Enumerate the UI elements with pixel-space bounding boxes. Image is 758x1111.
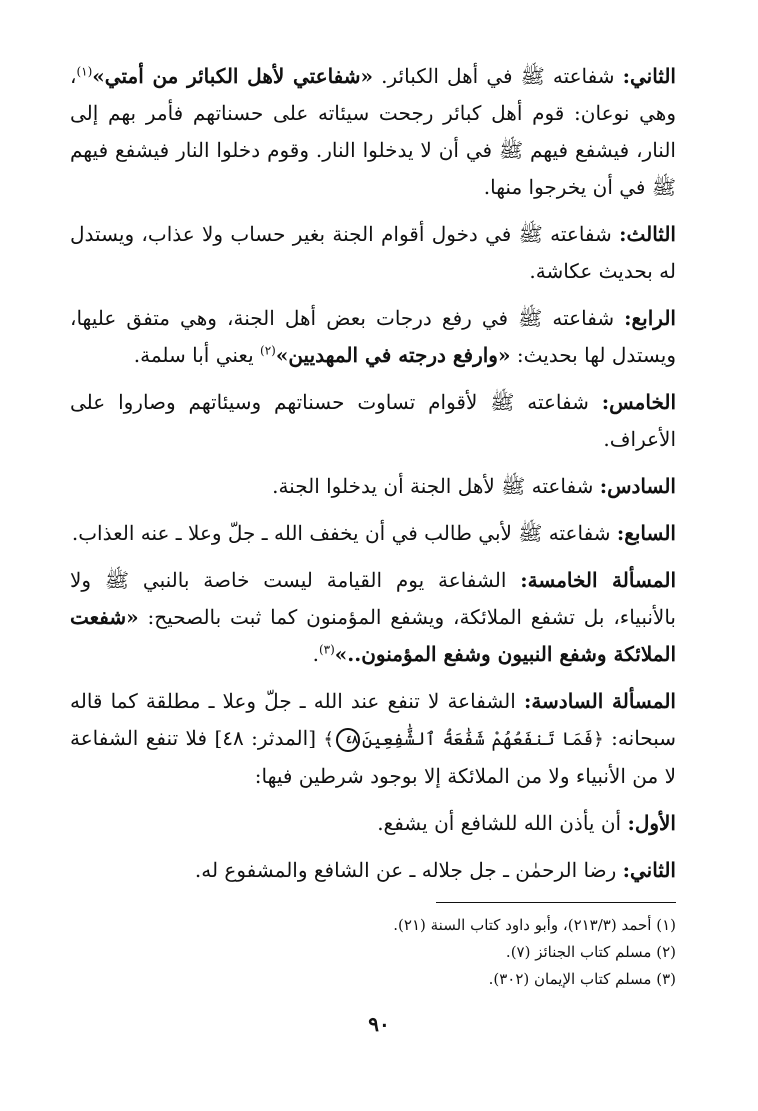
paragraph-text: شفاعته ﷺ لأقوام تساوت حسناتهم وسيئاتهم وصاروا على الأعراف.	[70, 390, 676, 451]
footnote: (٢) مسلم كتاب الجنائز (٧).	[505, 943, 676, 961]
paragraph-heading: الخامس:	[601, 390, 676, 414]
paragraph-text: الشفاعة لا تنفع عند الله ـ جلّ وعلا ـ مطلقة كما قاله سبحانه:	[70, 689, 676, 750]
paragraph-heading: الأول:	[627, 811, 676, 835]
footnote-ref: (٢)	[260, 343, 276, 358]
paragraph-text: .	[312, 642, 319, 666]
footnote: (١) أحمد (٢١٣/٣)، وأبو داود كتاب السنة (٢١).	[393, 916, 676, 934]
paragraph-text: شفاعته ﷺ في رفع درجات بعض أهل الجنة، وهي متفق عليها، ويستدل لها بحديث:	[70, 306, 676, 367]
paragraph-text: شفاعته ﷺ في دخول أقوام الجنة بغير حساب ولا عذاب، ويستدل له بحديث عكاشة.	[70, 222, 676, 283]
footnotes	[116, 912, 676, 993]
paragraph-fourth-intercession	[70, 300, 676, 374]
page-number: ٩٠	[368, 1012, 390, 1036]
quran-verse: ﴿فَمَا تَنفَعُهُمْ شَفَٰعَةُ ٱلشَّٰفِعِينَ	[361, 729, 604, 750]
paragraph-heading: الثالث:	[619, 222, 676, 246]
hadith-quote: «شفعت الملائكة وشفع النبيون وشفع المؤمنون..»	[70, 605, 676, 666]
paragraph-heading: الرابع:	[624, 306, 676, 330]
hadith-quote: «وارفع درجته في المهديين»	[275, 343, 511, 367]
paragraph-fifth-intercession	[70, 384, 676, 458]
footnote-ref: (١)	[76, 64, 93, 79]
paragraph-heading: الثاني:	[622, 858, 676, 882]
paragraph-heading: الثاني:	[622, 64, 676, 88]
paragraph-seventh-intercession	[70, 515, 676, 552]
paragraph-second-intercession	[70, 58, 676, 206]
paragraph-text: أن يأذن الله للشافع أن يشفع.	[377, 811, 628, 835]
paragraph-heading: السادس:	[599, 474, 676, 498]
paragraph-first-condition	[70, 805, 676, 842]
paragraph-text: الشفاعة يوم القيامة ليست خاصة بالنبي ﷺ ولا بالأنبياء، بل تشفع الملائكة، ويشفع المؤمنون كما ثبت بالصحيح:	[70, 568, 676, 629]
paragraph-text: يعني أبا سلمة.	[133, 343, 260, 367]
paragraph-text: شفاعته ﷺ لأهل الجنة أن يدخلوا الجنة.	[272, 474, 600, 498]
paragraph-text: رضا الرحمٰن ـ جل جلاله ـ عن الشافع والمشفوع له.	[194, 858, 623, 882]
quran-bracket: ﴾	[323, 729, 334, 750]
paragraph-fifth-issue	[70, 562, 676, 673]
paragraph-sixth-issue	[70, 683, 676, 795]
paragraph-heading: السابع:	[616, 521, 676, 545]
paragraph-text: شفاعته ﷺ في أهل الكبائر.	[373, 64, 623, 88]
paragraph-sixth-intercession	[70, 468, 676, 505]
paragraph-text: شفاعته ﷺ لأبي طالب في أن يخفف الله ـ جلّ وعلا ـ عنه العذاب.	[71, 521, 617, 545]
paragraph-third-intercession	[70, 216, 676, 290]
paragraph-heading: المسألة السادسة:	[523, 689, 676, 713]
paragraph-text: ، وهي نوعان: قوم أهل كبائر رجحت سيئاته على حسناتهم فأمر بهم إلى النار، فيشفع فيهم ﷺ في أن لا يدخلوا النار. وقوم دخلوا النار فيشفع فيهم ﷺ في أن يخرجوا منها.	[70, 64, 676, 199]
hadith-quote: «شفاعتي لأهل الكبائر من أمتي»	[92, 64, 374, 88]
footnote-divider	[436, 902, 676, 903]
paragraph-second-condition	[70, 852, 676, 889]
paragraph-heading: المسألة الخامسة:	[520, 568, 676, 592]
paragraph-text: [المدثر: ٤٨] فلا تنفع الشفاعة لا من الأنبياء ولا من الملائكة إلا بوجود شرطين فيها:	[70, 726, 676, 788]
footnote: (٣) مسلم كتاب الإيمان (٣٠٢).	[488, 970, 676, 988]
ayah-number-icon: ٤٨	[336, 728, 360, 752]
footnote-ref: (٣)	[318, 642, 335, 657]
